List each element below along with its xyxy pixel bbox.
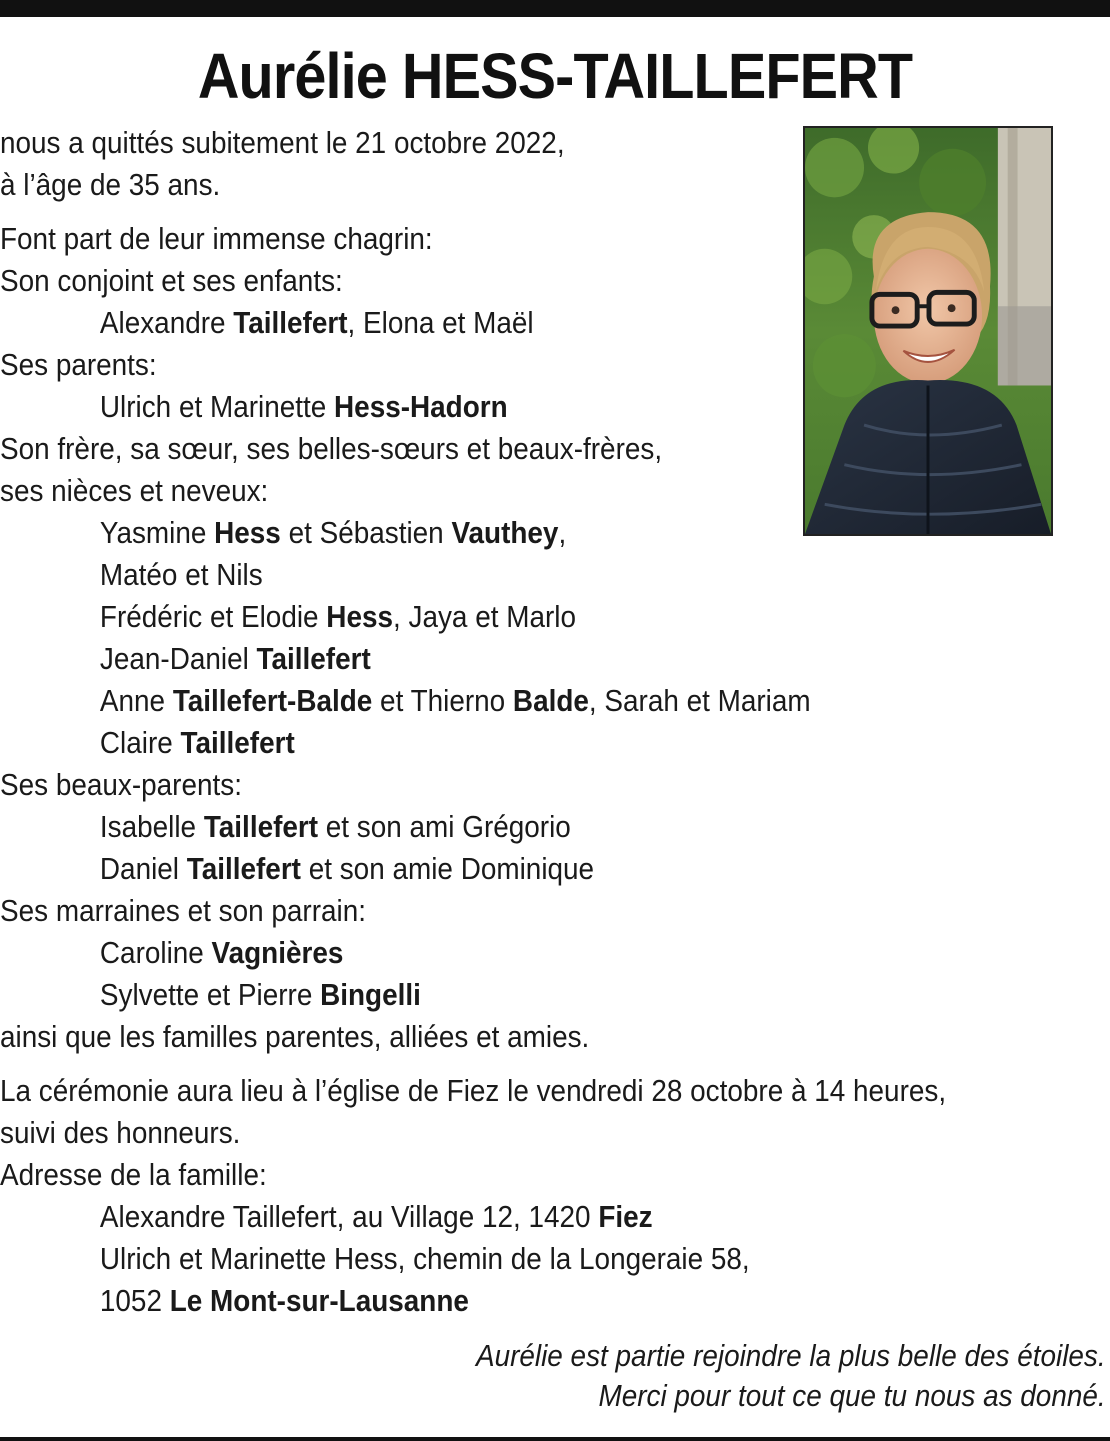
closing-line: Merci pour tout ce que tu nous as donné. (598, 1378, 1106, 1413)
address-text: Alexandre Taillefert, au Village 12, 1420 (99, 1199, 599, 1234)
surname-text: Taillefert-Balde (172, 683, 373, 718)
name-text: Yasmine (99, 515, 215, 550)
address-heading: Adresse de la famille: (0, 1157, 267, 1192)
name-text: et son amie Dominique (300, 851, 595, 886)
name-text: Sylvette et Pierre (99, 977, 321, 1012)
obituary-body (0, 122, 1110, 1322)
name-text: Isabelle (99, 809, 204, 844)
name-text: Claire (99, 725, 181, 760)
godparent-line (0, 974, 999, 1016)
name-text: Caroline (99, 935, 212, 970)
name-text: , Jaya et Marlo (393, 599, 576, 634)
ceremony-line: La cérémonie aura lieu à l’église de Fiez le vendredi 28 octobre à 14 heures, (0, 1073, 947, 1108)
sibling-line (0, 596, 999, 638)
inlaw-line (0, 848, 999, 890)
siblings-heading: Son frère, sa sœur, ses belles-sœurs et beaux-frères, (0, 431, 663, 466)
spouse-line (0, 302, 999, 344)
ceremony-line: suivi des honneurs. (0, 1115, 241, 1150)
name-text: Ulrich et Marinette (99, 389, 335, 424)
address-line (0, 1196, 999, 1238)
surname-text: Hess (214, 515, 281, 550)
name-text: et Thierno (372, 683, 513, 718)
surname-text: Hess-Hadorn (334, 389, 508, 424)
surname-text: Taillefert (256, 641, 371, 676)
sibling-line (0, 680, 999, 722)
bottom-rule (0, 1437, 1110, 1441)
name-text: Daniel (99, 851, 187, 886)
surname-text: Taillefert (186, 851, 301, 886)
godparents-heading: Ses marraines et son parrain: (0, 893, 366, 928)
sibling-line (0, 638, 999, 680)
sibling-line: Matéo et Nils (99, 557, 263, 592)
sibling-line (0, 512, 999, 554)
top-rule (0, 0, 1110, 17)
name-text: Frédéric et Elodie (99, 599, 327, 634)
locality-text: Le Mont-sur-Lausanne (169, 1283, 469, 1318)
godparent-line (0, 932, 999, 974)
parents-line (0, 386, 999, 428)
sibling-line (0, 722, 999, 764)
inlaws-heading: Ses beaux-parents: (0, 767, 242, 802)
address-line (0, 1280, 999, 1322)
intro-line: à l’âge de 35 ans. (0, 167, 221, 202)
closing-quote (406, 1336, 1106, 1416)
inlaw-line (0, 806, 999, 848)
address-line: Ulrich et Marinette Hess, chemin de la Longeraie 58, (99, 1241, 750, 1276)
name-text: Jean-Daniel (99, 641, 257, 676)
address-text: 1052 (99, 1283, 170, 1318)
surname-text: Taillefert (203, 809, 319, 844)
families-line: ainsi que les familles parentes, alliées et amies. (0, 1019, 590, 1054)
surname-text: Taillefert (233, 305, 348, 340)
name-text: Alexandre (99, 305, 234, 340)
locality-text: Fiez (598, 1199, 653, 1234)
intro-line: nous a quittés subitement le 21 octobre 2022, (0, 125, 565, 160)
name-text: et Sébastien (280, 515, 452, 550)
surname-text: Hess (326, 599, 394, 634)
name-text: , Sarah et Mariam (588, 683, 811, 718)
surname-text: Vauthey (451, 515, 559, 550)
name-text: et son ami Grégorio (318, 809, 571, 844)
closing-line: Aurélie est partie rejoindre la plus belle des étoiles. (476, 1338, 1106, 1373)
page-title: Aurélie HESS-TAILLEFERT (197, 40, 913, 112)
surname-text: Taillefert (180, 725, 295, 760)
announce-line: Font part de leur immense chagrin: (0, 221, 433, 256)
name-text: Anne (99, 683, 173, 718)
parents-heading: Ses parents: (0, 347, 157, 382)
surname-text: Balde (512, 683, 589, 718)
name-text: , Elona et Maël (347, 305, 534, 340)
siblings-heading: ses nièces et neveux: (0, 473, 269, 508)
spouse-heading: Son conjoint et ses enfants: (0, 263, 343, 298)
name-text: , (558, 515, 567, 550)
surname-text: Bingelli (320, 977, 421, 1012)
surname-text: Vagnières (211, 935, 344, 970)
